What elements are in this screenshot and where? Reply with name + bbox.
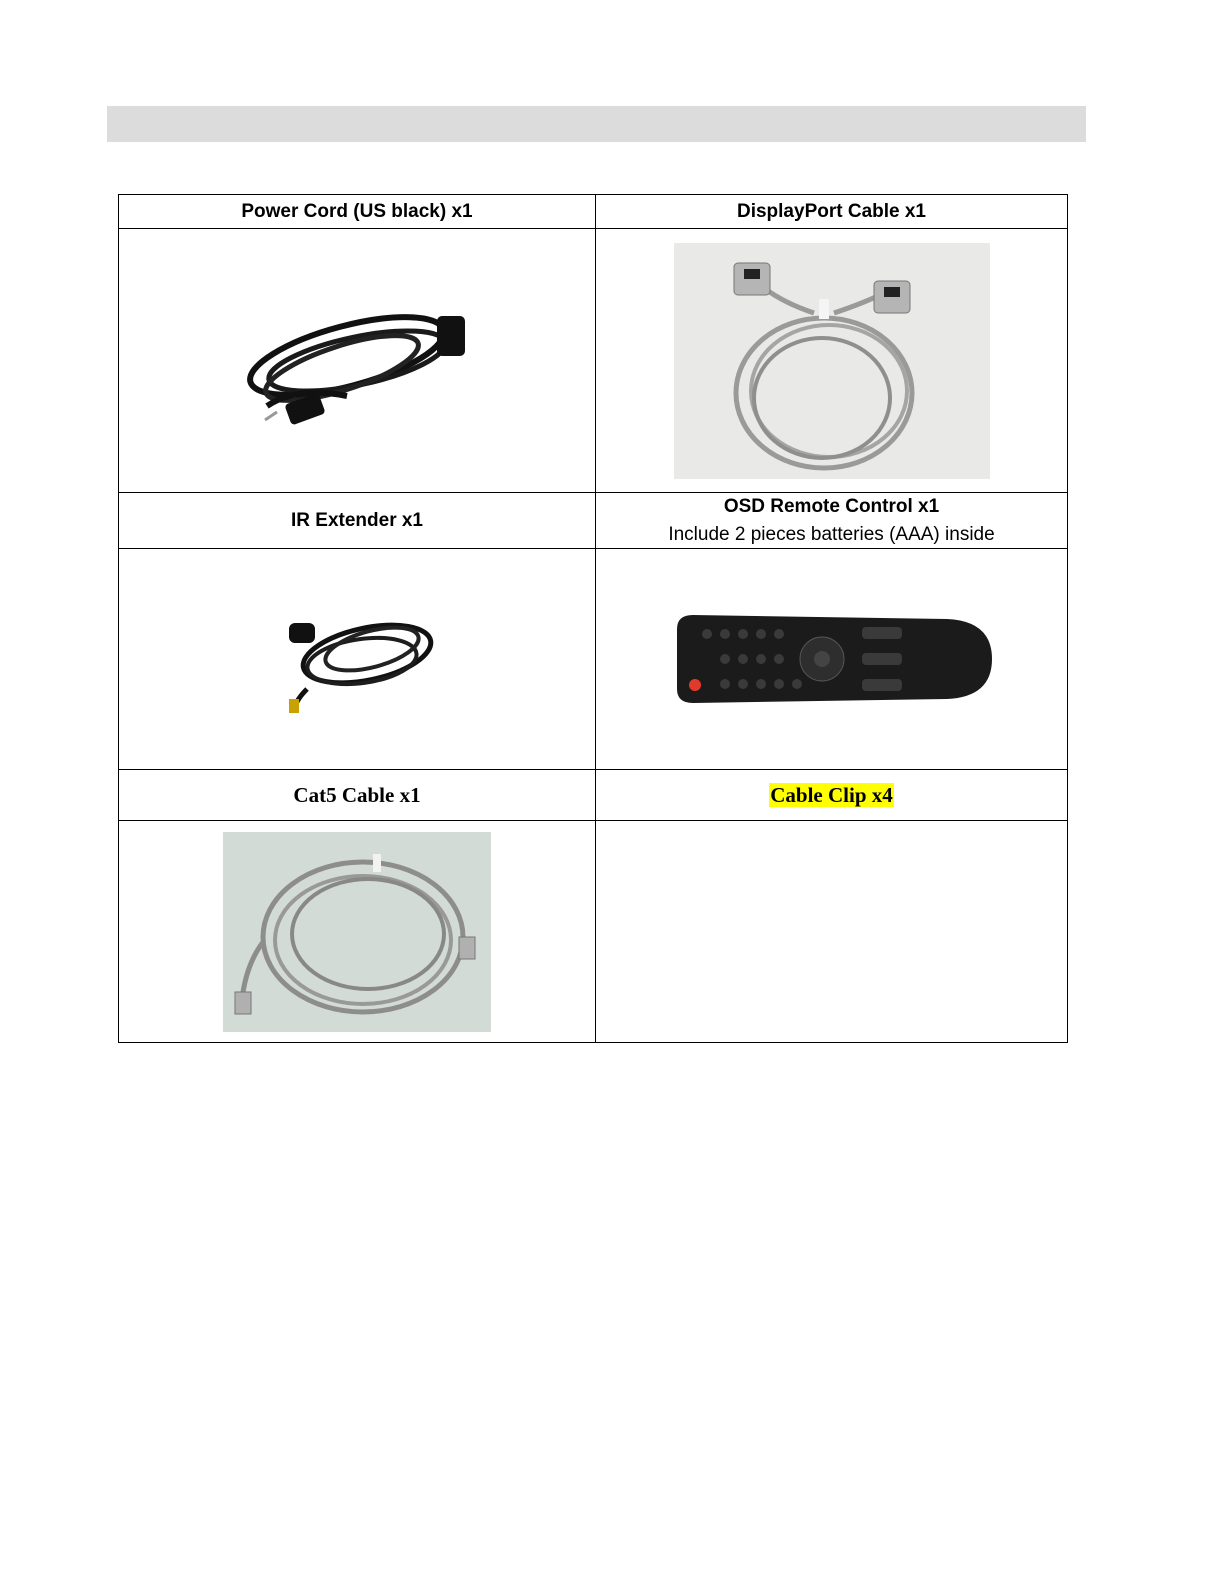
cat5-cable-icon [223, 832, 491, 1032]
section-header-bar [107, 106, 1086, 142]
remote-control-icon [667, 609, 997, 709]
osd-remote-label: OSD Remote Control x1 [723, 495, 940, 517]
ir-extender-label-cell [119, 493, 596, 549]
osd-remote-image-cell [596, 549, 1068, 770]
cat5-cable-image-cell [119, 821, 596, 1043]
displayport-cable-label: DisplayPort Cable x1 [736, 200, 927, 222]
ir-extender-icon [267, 599, 447, 719]
ir-extender-image-cell [119, 549, 596, 770]
displayport-cable-label-cell [596, 195, 1068, 229]
cat5-cable-label: Cat5 Cable x1 [293, 782, 421, 807]
cable-clip-label: Cable Clip x4 [770, 782, 893, 807]
power-cord-label-cell [119, 195, 596, 229]
osd-remote-label-cell [596, 493, 1068, 549]
power-cord-image-cell [119, 229, 596, 493]
power-cord-label: Power Cord (US black) x1 [241, 200, 473, 222]
power-cord-icon [227, 286, 487, 436]
displayport-cable-icon [674, 243, 990, 479]
accessories-table [118, 194, 1068, 1043]
cat5-cable-label-cell [119, 770, 596, 821]
displayport-cable-image-cell [596, 229, 1068, 493]
ir-extender-label: IR Extender x1 [291, 509, 423, 531]
osd-remote-note: Include 2 pieces batteries (AAA) inside [668, 523, 995, 545]
cable-clip-image-cell [596, 821, 1068, 1043]
cable-clip-label-cell [596, 770, 1068, 821]
